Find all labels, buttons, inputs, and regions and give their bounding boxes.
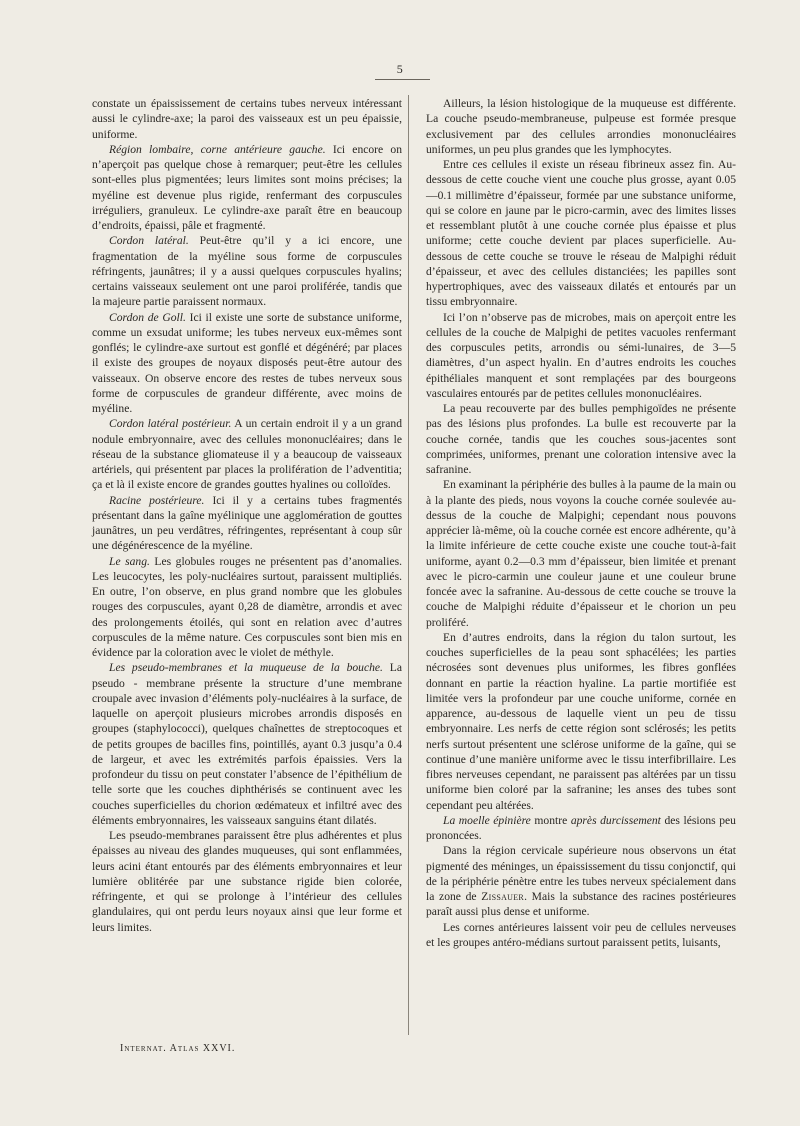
- paragraph: [92, 828, 402, 935]
- paragraph-text: La peau recouverte par des bulles pemphigoïdes ne présente pas des lésions plus profondes. La bulle est recouverte par la couche cornée, tandis que les couches sous-jacentes sont comprimées, uniformes, prenant une coloration intensive avec la safranine.: [426, 402, 736, 476]
- paragraph-text: . Mais la substance des racines postérieures paraît aussi plus dense et uniforme.: [426, 890, 737, 919]
- section-title: après durcissement: [570, 813, 661, 827]
- page-number: 5: [396, 62, 404, 76]
- paragraph-text: Les globules rouges ne présentent pas d’anomalies. Les leucocytes, les poly-nucléaires surtout, paraissent multipliés. En outre, l’on observe, en plus grand nombre que les globules rouges des corpuscules, ayant 0,28 de diamètre, arrondis et avec des prolongements étoilés, qui sont en relation avec d’autres corpuscules de la même nature. Ces corpuscules sont bien mis en évidence par la coloration avec le violet de méthyle.: [92, 554, 402, 659]
- header-rule: [375, 79, 430, 80]
- paragraph: [426, 96, 736, 157]
- paragraph: [92, 310, 402, 417]
- paragraph: [92, 660, 402, 828]
- section-title: Cordon de Goll.: [109, 310, 186, 324]
- paragraph-text: Ici l’on n’observe pas de microbes, mais on aperçoit entre les cellules de la couche de Malpighi de petites vacuoles renfermant des corpuscules petits, arrondis ou sémi-lunaires, de 3—5 diamètres, d’un aspect hyalin. En d’autres endroits les couches épithéliales manquent et sont remplaçées par des bourgeons vasculaires entourés par de petites cellules mononucléaires.: [426, 310, 736, 400]
- section-title: Cordon latéral.: [109, 234, 189, 248]
- paragraph-text: Les cornes antérieures laissent voir peu de cellules nerveuses et les groupes antéro-médians surtout paraissent petits, luisants,: [426, 920, 736, 949]
- paragraph-text: Entre ces cellules il existe un réseau fibrineux assez fin. Au-dessous de cette couche vient une couche plus grosse, ayant 0.05—0.1 millimètre d’épaisseur, formée par une substance uniforme, qui se colore en jaune par le picro-carmin, avec des limites lisses et ressemblant plutôt à une couche cornée plus épaisse et plus uniforme; cette couche devient par places superficielle. Au-dessous de cette couche se trouve le réseau de Malpighi réduit d’épaisseur, et avec des cellules distanciées; les papilles sont hypertrophiques, avec des vaisseaux dilatés et entourés par un tissu embryonnaire.: [426, 158, 736, 309]
- section-title: Cordon latéral postérieur.: [109, 417, 232, 431]
- paragraph-text: Ici il existe une sorte de substance uniforme, comme un exsudat uniforme; les tubes nerveux eux-mêmes sont gonflés; le cylindre-axe surtout est gonflé et dégénéré; par places il existe des groupes de noyaux disposés peut-être autour des vaisseaux. On observe encore des restes de tubes nerveux sous forme de corpuscules de grandeur différente, avec moins de myéline.: [92, 310, 402, 415]
- page-footer: Internat. Atlas XXVI.: [120, 1043, 236, 1054]
- paragraph-text: Ici il y a certains tubes fragmentés présentant dans la gaîne myélinique une agglomération de gouttes jaunâtres, un peu verdâtres, réfringentes, représentant à coup sûr une dégénérescence de la myéline.: [92, 493, 402, 553]
- paragraph: [426, 401, 736, 477]
- paragraph: [426, 477, 736, 630]
- paragraph-text: des lésions peu prononcées.: [426, 813, 736, 842]
- paragraph-text: montre: [530, 813, 571, 827]
- section-title: La moelle épinière: [443, 813, 531, 827]
- paragraph-text: Peut-être qu’il y a ici encore, une fragmentation de la myéline sous forme de corpuscules réfringents, jaunâtres; il y a aussi quelques corpuscules hyalins; certains vaisseaux seulement ont une paroi proliférée, tandis que la majeure partie paraissent normaux.: [92, 234, 403, 309]
- right-column: [426, 96, 736, 950]
- section-title: Les pseudo-membranes et la muqueuse de la bouche.: [109, 661, 383, 675]
- paragraph-text: A un certain endroit il y a un grand nodule embryonnaire, avec des cellules mononucléaires; dans le réseau de la substance gliomateuse il y a beaucoup de vaisseaux artériels, qui présentent par places la prolifération de l’adventitia; ça et là il existe encore de grandes gouttes hyalines ou colloïdes.: [92, 417, 402, 492]
- section-title: Le sang.: [109, 554, 150, 568]
- paragraph: [92, 416, 402, 492]
- paragraph: [426, 843, 736, 919]
- paragraph: [92, 233, 402, 309]
- paragraph-text: constate un épaississement de certains tubes nerveux intéressant aussi le cylindre-axe; la paroi des vaisseaux est un peu épaissie, uniforme.: [92, 97, 402, 141]
- paragraph-text: Dans la région cervicale supérieure nous observons un état pigmenté des méninges, un épaississement du tissu conjonctif, qui de la périphérie pénètre entre les tubes nerveux spécialement dans la zone de: [426, 844, 736, 903]
- section-title: Racine postérieure.: [109, 493, 205, 507]
- paragraph: [426, 157, 736, 310]
- paragraph-text: Ici encore on n’aperçoit pas quelque chose à remarquer; peut-être les cellules sont-elles plus pigmentées; leurs limites sont moins précises; la myéline est devenue plus rigide, renfermant des corpuscules irréguliers, granuleux. Le cylindre-axe paraît être en beaucoup d’endroits, épaissi, pâle et fragmenté.: [92, 142, 402, 232]
- paragraph-text: En examinant la périphérie des bulles à la paume de la main ou à la plante des pieds, nous voyons la couche cornée soulevée au-dessus de la couche de Malpighi; cependant nous pouvons apprécier là-même, où la couche cornée est encore adhérente, qu’à la limite inférieure de cette couche existe une couche tout-à-fait uniforme, ayant 0.2—0.3 mm d’épaisseur, bien limitée et prenant avec le picro-carmin une couleur jaune et une couleur brune foncée avec la safranine. Au-dessous de cette couche se trouve la couche de Malpighi réduite d’épaisseur et le chorion un peu proliféré.: [426, 478, 736, 629]
- paragraph-text: En d’autres endroits, dans la région du talon surtout, les couches superficielles de la peau sont sphacélées; les parties nécrosées sont devenues plus uniformes, les fibres gonflées donnant en partie la réaction hyaline. La partie mortifiée est limitée vers la profondeur par une couche uniforme, cornée en apparence, au-dessous de laquelle vient un peu de tissu embryonnaire. Les nerfs de cette région sont sclérosés; les petits nerfs surtout présentent une sclérose uniforme de la gaîne, qui se continue d’une manière uniforme avec le tissu interfibrillaire. Les fibres nerveuses cependant, ne paraissent pas altérées par un tissu uniforme bien coloré par la safranine; les anses des tubes sont cependant peu altérées.: [426, 630, 736, 812]
- paragraph: [92, 554, 402, 661]
- paragraph: [92, 493, 402, 554]
- section-title: Région lombaire, corne antérieure gauche.: [109, 142, 326, 156]
- paragraph: [426, 920, 736, 951]
- paragraph-text: La pseudo - membrane présente la structure d’une membrane croupale avec invasion d’éléments poly-nucléaires à la surface, de laquelle on aperçoit plusieurs microbes arrondis disposés en groupes (staphylococci), quelques chaînettes de streptocoques et de petits groupes de bacilles fins, pointillés, ayant 0.3 jusqu’a 0.4 de largeur, et avec les extrémités parfois épaissies. Vers la profondeur du tissu on peut constater l’absence de l’épithélium de telle sorte que les couches diphthérisés se continuent avec les couches superficielles du chorion œdémateux et infiltré avec des éléments embryonnaires, les vaisseaux sanguins étant dilatés.: [92, 661, 402, 827]
- paragraph: [92, 142, 402, 234]
- column-divider: [408, 95, 409, 1035]
- paragraph: [92, 96, 402, 142]
- paragraph: [426, 813, 736, 844]
- author-name: Zissauer: [481, 890, 525, 903]
- paragraph-text: Les pseudo-membranes paraissent être plus adhérentes et plus épaisses au niveau des glandes muqueuses, qui sont enflammées, leurs acini étant entourés par des éléments embryonnaires et leur lumière oblitérée par une substance rigide bien colorée, réfringente, et qui se prolonge à l’intérieur des cellules glandulaires, qui ont perdu leurs noyaux ainsi que leur forme et leurs limites.: [92, 829, 402, 934]
- paragraph: [426, 310, 736, 402]
- paragraph-text: Ailleurs, la lésion histologique de la muqueuse est différente. La couche pseudo-membraneuse, pulpeuse est formée presque exclusivement par des cellules arrondies mononucléaires uniformes, un peu plus grandes que les lymphocytes.: [426, 97, 736, 156]
- left-column: [92, 96, 402, 935]
- paragraph: [426, 630, 736, 813]
